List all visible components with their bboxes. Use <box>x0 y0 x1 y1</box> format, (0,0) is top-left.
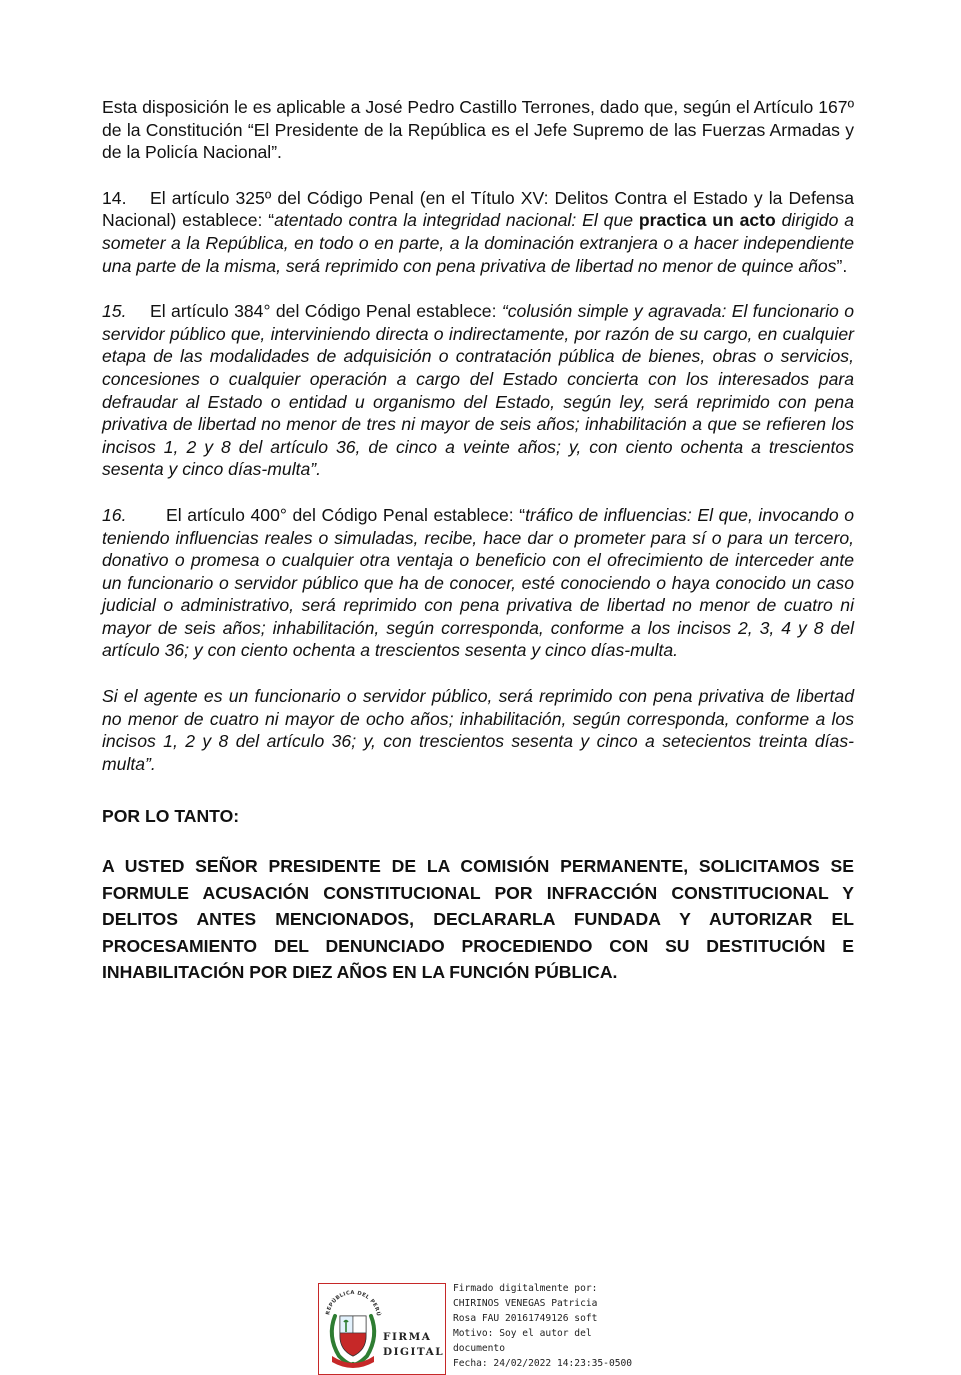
quoted-law-text: tráfico de influencias: El que, invocando o teniendo influencias reales o simuladas, recibe, hace dar o prometer para sí o para un tercero, donativo o promesa o cualquier otra ventaja o beneficio con el ofrecimiento de interceder ante un funcionario o servidor público que ha de conocer, esté conociendo o haya conocido un caso judicial o administrativo, será reprimido con pena privativa de libertad no menor de cuatro ni mayor de seis años; inhabilitación, según corresponda, conforme a los incisos 2, 3, 4 y 8 del artículo 36; y con ciento ochenta a trescientos sesenta y cinco días-multa. <box>102 504 854 661</box>
stamp-label-line1: FIRMA <box>383 1331 432 1343</box>
quote-close: ”. <box>836 255 848 276</box>
signature-line: CHIRINOS VENEGAS Patricia <box>453 1298 598 1309</box>
svg-text:REPÚBLICA DEL PERÚ <box>325 1290 382 1317</box>
signature-line: Firmado digitalmente por: <box>453 1283 598 1294</box>
signature-line: Fecha: 24/02/2022 14:23:35-0500 <box>453 1358 633 1369</box>
paragraph-16 <box>102 504 854 662</box>
petition-text: A USTED SEÑOR PRESIDENTE DE LA COMISIÓN PERMANENTE, SOLICITAMOS SE FORMULE ACUSACIÓN CONSTITUCIONAL POR INFRACCIÓN CONSTITUCIONAL Y DELITOS ANTES MENCIONADOS, DECLARARLA FUNDADA Y AUTORIZAR EL PROCESAMIENTO DEL DENUNCIADO PROCEDIENDO CON SU DESTITUCIÓN E INHABILITACIÓN POR DIEZ AÑOS EN LA FUNCIÓN PÚBLICA. <box>102 856 854 983</box>
quoted-law-text-cont: dirigido a someter a la República, en todo o en parte, a la dominación extranjera o a hacer independiente una parte de la misma, será reprimido con pena privativa de libertad no menor de quince años <box>102 210 854 276</box>
paragraph-16-continued <box>102 685 854 775</box>
signature-line: Rosa FAU 20161749126 soft <box>453 1313 598 1324</box>
document-page <box>102 96 854 986</box>
digital-signature-block <box>318 1283 648 1375</box>
paragraph-number: 16. <box>102 504 127 525</box>
digital-signature-stamp <box>318 1283 446 1375</box>
paragraph-intro: El artículo 325º del Código Penal (en el Título XV: Delitos Contra el Estado y la Defensa Nacional) establece: “ <box>102 187 854 231</box>
emphasized-text: practica un acto <box>638 210 776 231</box>
stamp-label-line2: DIGITAL <box>383 1346 445 1358</box>
paragraph-intro: El artículo 400° del Código Penal establece: “ <box>166 504 526 525</box>
paragraph-number: 14. <box>102 187 127 208</box>
quoted-law-text: Si el agente es un funcionario o servidor público, será reprimido con pena privativa de libertad no menor de cuatro ni mayor de ocho años; inhabilitación, según corresponda, conforme a los incisos 1, 2 y 8 del artículo 36; y, con trescientos sesenta y cinco a setecientos treinta días-multa”. <box>102 686 854 774</box>
quoted-law-text: “colusión simple y agravada: El funcionario o servidor público que, interviniendo directa o indirectamente, por razón de su cargo, en cualquier etapa de las modalidades de adquisición o contratación pública de bienes, obras o servicios, concesiones o cualquier operación a cargo del Estado concierta con los interesados para defraudar al Estado o entidad u organismo del Estado, según ley, será reprimido con pena privativa de libertad no menor de tres ni mayor de seis años; inhabilitación a que se refieren los incisos 1, 2 y 8 del artículo 36, de cinco a veinte años; y, con ciento ochenta a trescientos sesenta y cinco días-multa”. <box>102 301 854 480</box>
seal-text: REPÚBLICA DEL PERÚ <box>325 1289 382 1317</box>
paragraph-text: Esta disposición le es aplicable a José Pedro Castillo Terrones, dado que, según el Artículo 167º de la Constitución “El Presidente de la República es el Jefe Supremo de las Fuerzas Armadas y de la Policía Nacional”. <box>102 97 854 163</box>
paragraph-intro: El artículo 384° del Código Penal establece: <box>150 301 502 322</box>
paragraph-number: 15. <box>102 301 127 322</box>
paragraph-article-167 <box>102 96 854 164</box>
peru-coat-of-arms-icon <box>319 1284 445 1374</box>
quoted-law-text: atentado contra la integridad nacional: El que <box>274 210 639 231</box>
signature-line: documento <box>453 1343 505 1354</box>
signature-line: Motivo: Soy el autor del <box>453 1328 592 1339</box>
conclusion-heading: POR LO TANTO: <box>102 806 240 827</box>
paragraph-15 <box>102 300 854 481</box>
paragraph-14 <box>102 187 854 277</box>
signature-details <box>453 1281 653 1371</box>
stamp-label <box>383 1330 445 1360</box>
